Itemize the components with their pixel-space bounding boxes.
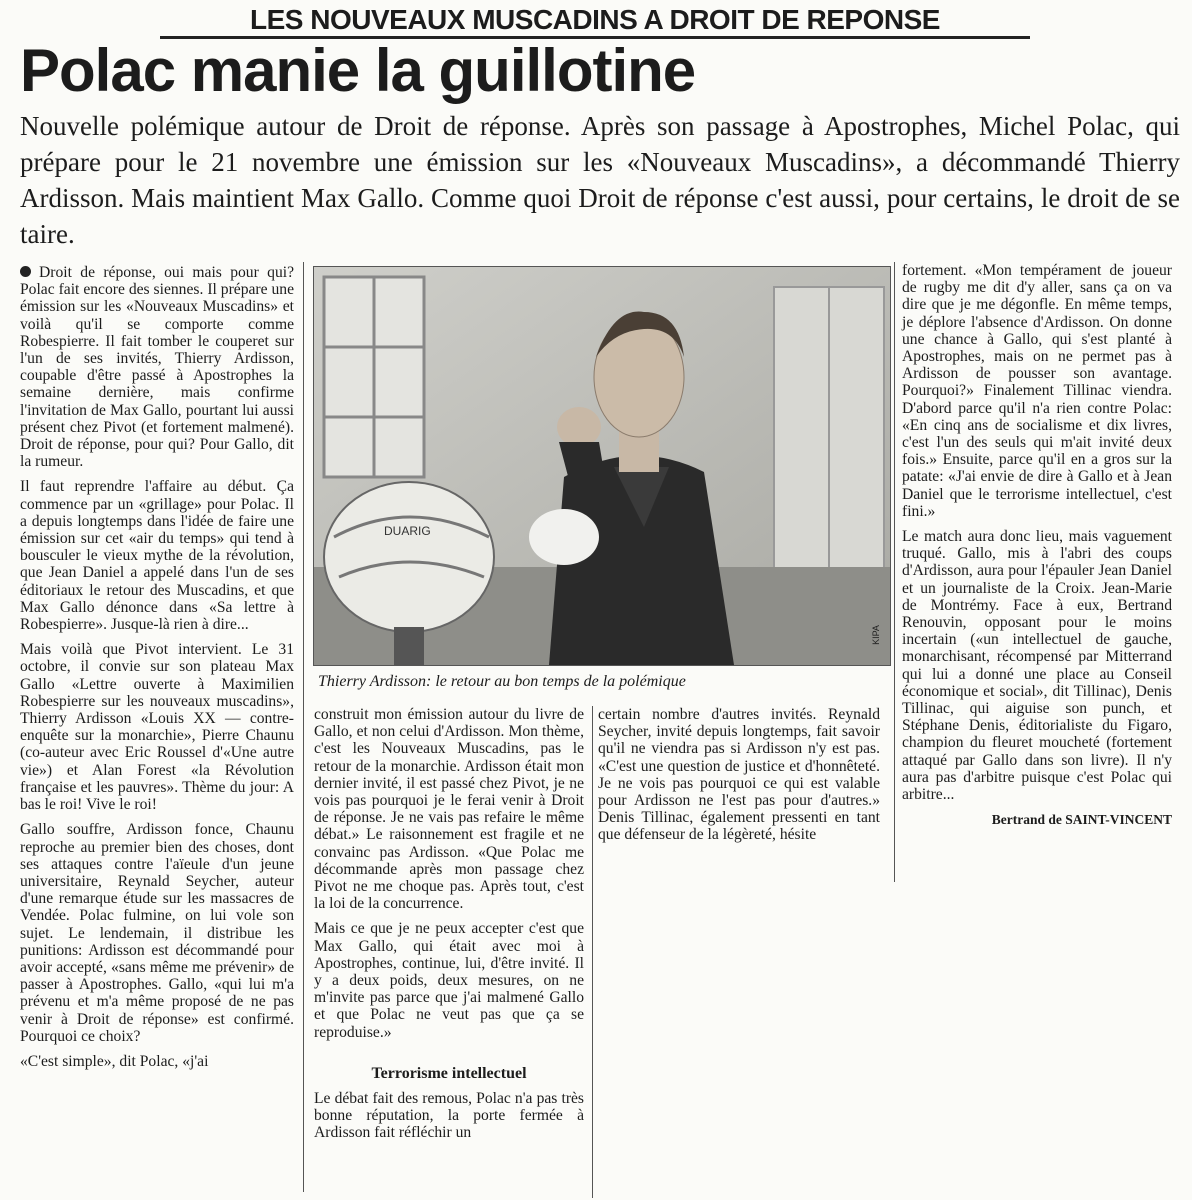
col1-para-1 [20, 264, 294, 470]
kicker: LES NOUVEAUX MUSCADINS A DROIT DE REPONSE [160, 4, 1030, 39]
col4-para-1: fortement. «Mon tempérament de joueur de rugby me dit d'y aller, sans ça on va dire que je me dégonfle. En même temps, je déplore l'absence d'Ardisson. On donne une chance à Gallo, qui s'est planté à Apostrophes, mais on ne permet pas à Ardisson de pousser son avantage. Pourquoi?» Finalement Tillinac viendra. D'abord parce qu'il n'a rien contre Polac: «En cinq ans de socialisme et dix livres, c'est l'un des seuls qui m'ait invité deux fois.» Ensuite, parce qu'il en a gros sur la patate: «J'ai envie de dire à Gallo et à Jean Daniel que le terrorisme intellectuel, c'est fini.» [902, 262, 1172, 520]
column-divider [592, 706, 593, 1198]
lead-paragraph: Nouvelle polémique autour de Droit de réponse. Après son passage à Apostrophes, Michel Polac, qui prépare pour le 21 novembre une émission sur les «Nouveaux Muscadins», a décommandé Thierry Ardisson. Mais maintient Max Gallo. Comme quoi Droit de réponse c'est aussi, pour certains, le droit de se taire. [20, 111, 1180, 249]
article-column-4 [902, 262, 1172, 829]
byline: Bertrand de SAINT-VINCENT [991, 812, 1172, 828]
col3-para-1: certain nombre d'autres invités. Reynald Seycher, invité depuis longtemps, fait savoir qu'il ne viendra pas si Ardisson n'y est pas. «C'est une question de justice et d'honnêteté. Je ne vois pas pourquoi ce qui est valable pour Ardisson ne l'est pas pour d'autres.» Denis Tillinac, également pressenti en tant que défenseur de la légèreté, hésite [598, 706, 880, 844]
col4-para-2: Le match aura donc lieu, mais vaguement truqué. Gallo, mis à l'abri des coups d'Ardisson, aura pour l'épauler Jean Daniel et un journaliste de la Croix. Jean-Marie de Montrémy. Face à eux, Bertrand Renouvin, opposant pour le moins incertain («un intellectuel de gauche, monarchisant, récompensé par Mitterrand qui lui a donné une place au Conseil économique et social», dit Tillinac), Denis Tillinac, qui aiguise son punch, et Stéphane Denis, éditorialiste du Figaro, champion du fleuret moucheté (fortement attaqué par Gallo dans son livre). Il n'y aura pas d'arbitre puisque c'est Polac qui arbitre... [902, 528, 1172, 804]
article-column-2 [314, 706, 584, 1150]
photo-credit: KIPA [870, 625, 881, 645]
col1-para-3: Mais voilà que Pivot intervient. Le 31 octobre, il convie sur son plateau Max Gallo «Lettre ouverte à Maximilien Robespierre sur les nouveaux muscadins», Thierry Ardisson «Louis XX — contre-enquête sur la monarchie», Pierre Chaunu (co-auteur avec Eric Roussel d'«Une autre vie») et Alan Forest «la Révolution française et les pauvres». Thème du jour: A bas le roi! Vive le roi! [20, 641, 294, 814]
photo-illustration [314, 267, 890, 665]
subheading: Terrorisme intellectuel [371, 1064, 527, 1082]
col1-para-4: Gallo souffre, Ardisson fonce, Chaunu reproche au premier bien des choses, dont ses attaques contre l'aïeule d'un jeune universitaire, Reynald Seycher, auteur d'une remarque étude sur les massacres de Vendée. Polac fulmine, on lui vole son sujet. Le lendemain, il distribue les punitions: Ardisson est décommandé pour avoir accepté, «sans même me prévenir» de passer à Apostrophes. Gallo, «qui lui m'a prévenu et m'a même proposé de ne pas venir à Droit de réponse» est confirmé. Pourquoi ce choix? [20, 821, 294, 1045]
column-divider [303, 262, 304, 1192]
photo [313, 266, 891, 666]
article-column-1 [20, 264, 294, 1070]
column-divider [894, 262, 895, 882]
col2-para-1: construit mon émission autour du livre de Gallo, et non celui d'Ardisson. Mon thème, c'est les Nouveaux Muscadins, pas le retour de la monarchie. Ardisson était mon dernier invité, il est passé chez Pivot, je ne vois pas pourquoi je le ferai venir à Droit de réponse. Je ne vais pas refaire le même débat.» Le raisonnement est fragile et ne convainc pas Ardisson. «Que Polac me décommande après mon passage chez Pivot ne me choque pas. Après tout, c'est la loi de la concurrence. [314, 706, 584, 913]
article-column-3 [598, 706, 880, 852]
col1-para-1-text: Droit de réponse, oui mais pour qui? Polac fait encore des siennes. Il prépare une émission sur les «Nouveaux Muscadins» et voilà qu'il se comporte comme Robespierre. Il fait tomber le couperet sur l'un de ses invités, Thierry Ardisson, coupable d'être passé à Apostrophes la semaine dernière, mais confirme l'invitation de Max Gallo, pourtant lui aussi présent chez Pivot (et fortement malmené). Droit de réponse, pour qui? Pour Gallo, dit la rumeur. [20, 264, 294, 471]
bullet-icon [20, 266, 31, 277]
col2-para-3: Le débat fait des remous, Polac n'a pas très bonne réputation, la porte fermée à Ardisson fait réfléchir un [314, 1090, 584, 1142]
col1-para-2: Il faut reprendre l'affaire au début. Ça commence par un «grillage» pour Polac. Il a depuis longtemps dans l'idée de faire une émission sur cet «air du temps» qui tend à bousculer le vieux mythe de la révolution, que Jean Daniel a appelé dans l'un de ses éditoriaux le retour des Muscadins, et que Max Gallo dénonce dans «Sa lettre à Robespierre». Jusque-là rien à dire... [20, 478, 294, 634]
col1-para-5: «C'est simple», dit Polac, «j'ai [20, 1052, 209, 1070]
photo-caption: Thierry Ardisson: le retour au bon temps de la polémique [318, 673, 686, 690]
col2-para-2: Mais ce que je ne peux accepter c'est que Max Gallo, qui était avec moi à Apostrophes, continue, lui, d'être invité. Il y a deux poids, deux mesures, on ne m'invite pas parce que j'ai malmené Gallo et que Polac ne veut pas que ça se reproduise.» [314, 920, 584, 1041]
headline: Polac manie la guillotine [20, 37, 696, 104]
ball-text: DUARIG [384, 524, 431, 538]
